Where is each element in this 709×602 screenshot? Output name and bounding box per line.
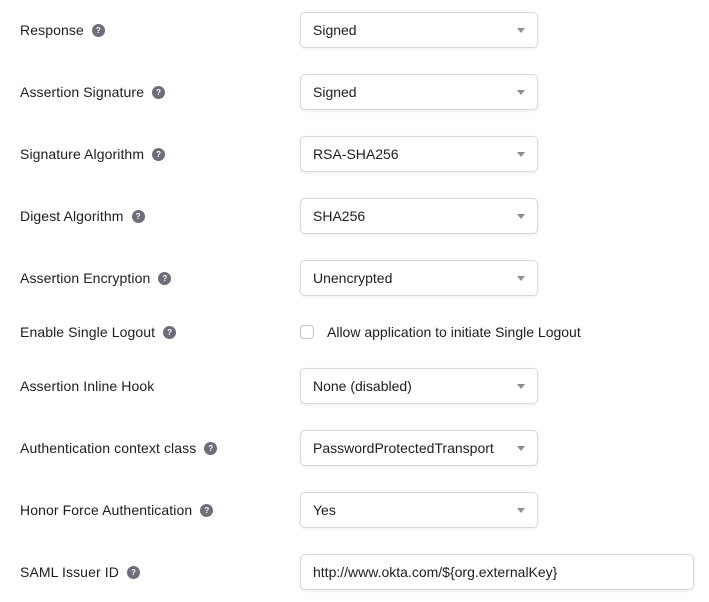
- field-label-assertion-inline-hook: Assertion Inline Hook: [20, 378, 155, 394]
- form-row-assertion-signature: [20, 74, 709, 110]
- honor-force-authentication-dropdown[interactable]: [300, 492, 538, 528]
- digest-algorithm-dropdown-value: SHA256: [313, 208, 366, 224]
- field-label-authentication-context-class: Authentication context class: [20, 440, 197, 456]
- assertion-inline-hook-dropdown[interactable]: [300, 368, 538, 404]
- assertion-signature-dropdown[interactable]: [300, 74, 538, 110]
- label-cell: [20, 208, 300, 224]
- help-icon[interactable]: ?: [92, 24, 105, 37]
- control-cell: [300, 492, 538, 528]
- help-icon[interactable]: ?: [132, 210, 145, 223]
- form-row-response: [20, 12, 709, 48]
- field-label-saml-issuer-id: SAML Issuer ID: [20, 564, 119, 580]
- label-cell: [20, 324, 300, 340]
- caret-down-icon: [517, 276, 525, 281]
- digest-algorithm-dropdown[interactable]: [300, 198, 538, 234]
- caret-down-icon: [517, 214, 525, 219]
- control-cell: [300, 324, 581, 340]
- field-label-assertion-encryption: Assertion Encryption: [20, 270, 151, 286]
- caret-down-icon: [517, 90, 525, 95]
- control-cell: [300, 136, 538, 172]
- form-row-assertion-encryption: [20, 260, 709, 296]
- control-cell: [300, 198, 538, 234]
- assertion-encryption-dropdown-value: Unencrypted: [313, 270, 393, 286]
- assertion-signature-dropdown-value: Signed: [313, 84, 357, 100]
- label-cell: [20, 502, 300, 518]
- form-row-saml-issuer-id: [20, 554, 709, 590]
- field-label-digest-algorithm: Digest Algorithm: [20, 208, 124, 224]
- field-label-honor-force-authentication: Honor Force Authentication: [20, 502, 193, 518]
- control-cell: [300, 368, 538, 404]
- form-row-signature-algorithm: [20, 136, 709, 172]
- help-icon[interactable]: ?: [152, 86, 165, 99]
- label-cell: [20, 22, 300, 38]
- single-logout-checkbox-label[interactable]: Allow application to initiate Single Logout: [327, 324, 581, 340]
- caret-down-icon: [517, 152, 525, 157]
- form-row-enable-single-logout: [20, 322, 709, 342]
- help-icon[interactable]: ?: [163, 326, 176, 339]
- help-icon[interactable]: ?: [158, 272, 171, 285]
- response-dropdown[interactable]: [300, 12, 538, 48]
- saml-issuer-id-input[interactable]: [300, 554, 694, 590]
- control-cell: [300, 260, 538, 296]
- label-cell: [20, 378, 300, 394]
- caret-down-icon: [517, 446, 525, 451]
- help-icon[interactable]: ?: [204, 442, 217, 455]
- field-label-response: Response: [20, 22, 84, 38]
- assertion-inline-hook-dropdown-value: None (disabled): [313, 378, 412, 394]
- caret-down-icon: [517, 384, 525, 389]
- caret-down-icon: [517, 508, 525, 513]
- help-icon[interactable]: ?: [200, 504, 213, 517]
- control-cell: [300, 12, 538, 48]
- signature-algorithm-dropdown[interactable]: [300, 136, 538, 172]
- control-cell: [300, 554, 694, 590]
- signature-algorithm-dropdown-value: RSA-SHA256: [313, 146, 399, 162]
- form-row-digest-algorithm: [20, 198, 709, 234]
- label-cell: [20, 564, 300, 580]
- field-label-enable-single-logout: Enable Single Logout: [20, 324, 156, 340]
- response-dropdown-value: Signed: [313, 22, 357, 38]
- control-cell: [300, 430, 538, 466]
- honor-force-authentication-dropdown-value: Yes: [313, 502, 336, 518]
- label-cell: [20, 440, 300, 456]
- label-cell: [20, 270, 300, 286]
- control-cell: [300, 74, 538, 110]
- assertion-encryption-dropdown[interactable]: [300, 260, 538, 296]
- help-icon[interactable]: ?: [152, 148, 165, 161]
- authentication-context-class-dropdown-value: PasswordProtectedTransport: [313, 440, 494, 456]
- field-label-assertion-signature: Assertion Signature: [20, 84, 145, 100]
- form-row-honor-force-authentication: [20, 492, 709, 528]
- caret-down-icon: [517, 28, 525, 33]
- single-logout-checkbox[interactable]: [300, 325, 314, 339]
- field-label-signature-algorithm: Signature Algorithm: [20, 146, 145, 162]
- form-row-authentication-context-class: [20, 430, 709, 466]
- label-cell: [20, 84, 300, 100]
- authentication-context-class-dropdown[interactable]: [300, 430, 538, 466]
- label-cell: [20, 146, 300, 162]
- form-row-assertion-inline-hook: [20, 368, 709, 404]
- help-icon[interactable]: ?: [127, 566, 140, 579]
